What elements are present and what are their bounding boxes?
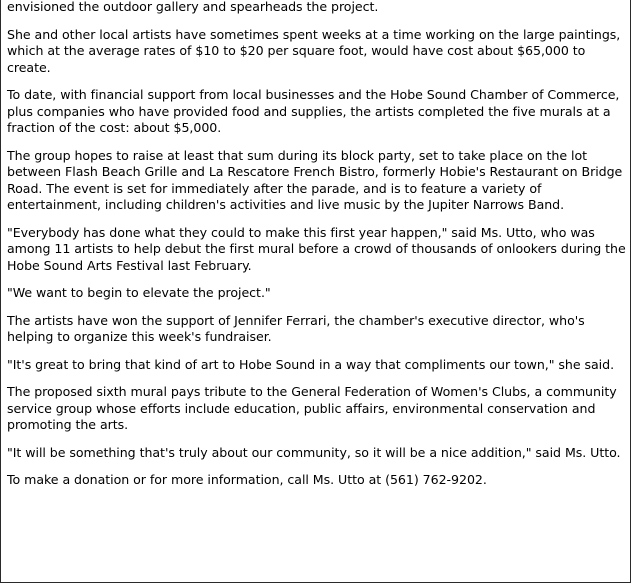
article-paragraph-funding: To date, with financial support from local businesses and the Hobe Sound Chamber of Commerce, plus companies who have provided food and supplies, the artists completed the five murals at a fraction of the cost: about $5,000. [7, 87, 620, 135]
article-paragraph-intro-end: envisioned the outdoor gallery and spearheads the project. [7, 0, 379, 14]
article-paragraph-ferrari-quote: "It's great to bring that kind of art to Hobe Sound in a way that compliments our town," she said. [7, 356, 615, 372]
article-paragraph-support: The artists have won the support of Jennifer Ferrari, the chamber's executive director, who's helping to organize this week's fundraiser. [7, 312, 585, 344]
article-paragraph-block-party: The group hopes to raise at least that sum during its block party, set to take place on the lot between Flash Beach Grille and La Rescatore French Bistro, formerly Hobie's Restaurant on Bridge Road. The event is set for immediately after the parade, and is to feature a variety of entertainment, including children's activities and live music by the Jupiter Narrows Band. [7, 147, 623, 212]
article-paragraph-donation: To make a donation or for more information, call Ms. Utto at (561) 762-9202. [7, 472, 487, 487]
article-paragraph-elevate-quote: "We want to begin to elevate the project." [7, 285, 271, 300]
article-paragraph-sixth-mural: The proposed sixth mural pays tribute to the General Federation of Women's Clubs, a community service group whose efforts include education, public affairs, environmental conservation and promoting the arts. [7, 384, 617, 432]
article-paragraph-community-quote: "It will be something that's truly about our community, so it will be a nice addition," said Ms. Utto. [7, 444, 621, 460]
article-paragraph-utto-quote: "Everybody has done what they could to make this first year happen," said Ms. Utto, who was among 11 artists to help debut the first mural before a crowd of thousands of onlookers during the Hobe Sound Arts Festival last February. [7, 224, 626, 273]
article-body [7, 0, 627, 500]
article-paragraph-cost: She and other local artists have sometimes spent weeks at a time working on the large paintings, which at the average rates of $10 to $20 per square foot, would have cost about $65,000 to create. [7, 26, 621, 75]
